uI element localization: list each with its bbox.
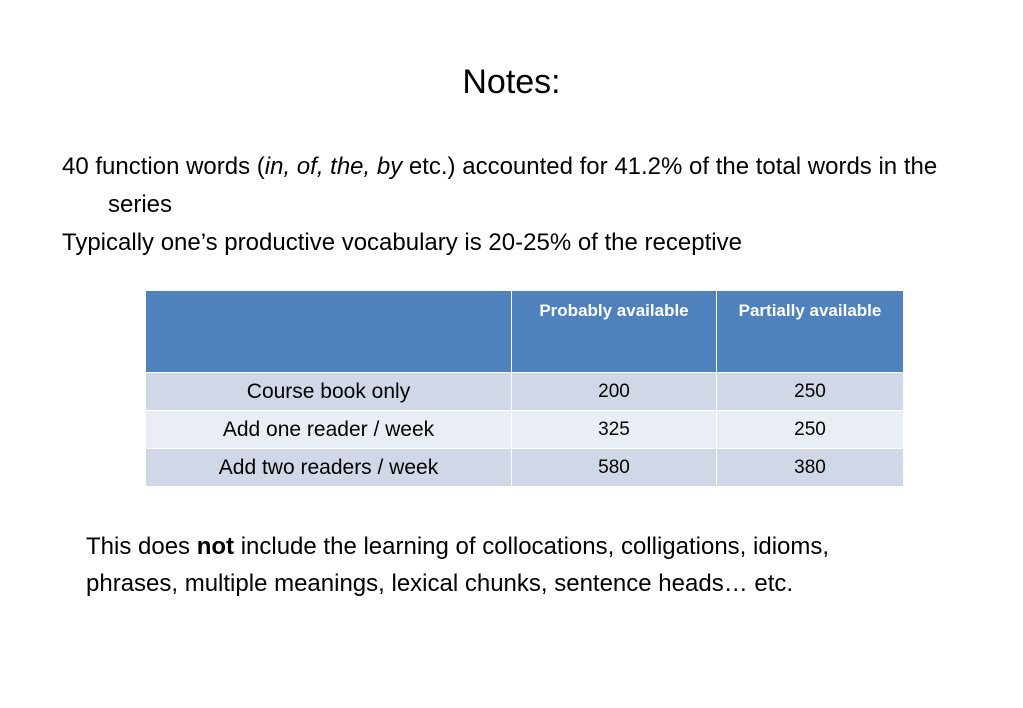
partially-available-cell: 380 — [717, 449, 904, 487]
probably-available-cell: 325 — [512, 411, 717, 449]
header-cell-probably-available: Probably available — [512, 291, 717, 373]
footnote-emphasis: not — [196, 533, 235, 560]
table-row — [146, 411, 904, 449]
footnote — [86, 528, 916, 602]
table-header-row — [146, 291, 904, 373]
footnote-pre: This does — [86, 533, 197, 560]
bullet-productive-vocabulary: Typically one’s productive vocabulary is 20-25% of the receptive — [62, 229, 742, 256]
bullet-function-words-examples: in, of, the, by — [264, 153, 403, 180]
row-label-cell: Add two readers / week — [146, 449, 512, 487]
footnote-post: include the learning of collocations, colligations, idioms, phrases, multiple meanings, lexical chunks, sentence heads… etc. — [86, 533, 830, 597]
probably-available-cell: 580 — [512, 449, 717, 487]
table-row — [146, 373, 904, 411]
partially-available-cell: 250 — [717, 411, 904, 449]
table-row — [146, 449, 904, 487]
header-cell-empty — [146, 291, 512, 373]
vocabulary-table — [145, 290, 904, 487]
row-label-cell: Add one reader / week — [146, 411, 512, 449]
probably-available-cell: 200 — [512, 373, 717, 411]
bullet-function-words-post: etc.) accounted for 41.2% of the total words in the series — [108, 153, 938, 218]
bullet-function-words — [62, 148, 982, 224]
slide-title: Notes: — [462, 63, 561, 101]
header-cell-partially-available: Partially available — [717, 291, 904, 373]
bullet-list — [62, 148, 982, 262]
partially-available-cell: 250 — [717, 373, 904, 411]
bullet-function-words-pre: 40 function words ( — [62, 153, 265, 180]
row-label-cell: Course book only — [146, 373, 512, 411]
